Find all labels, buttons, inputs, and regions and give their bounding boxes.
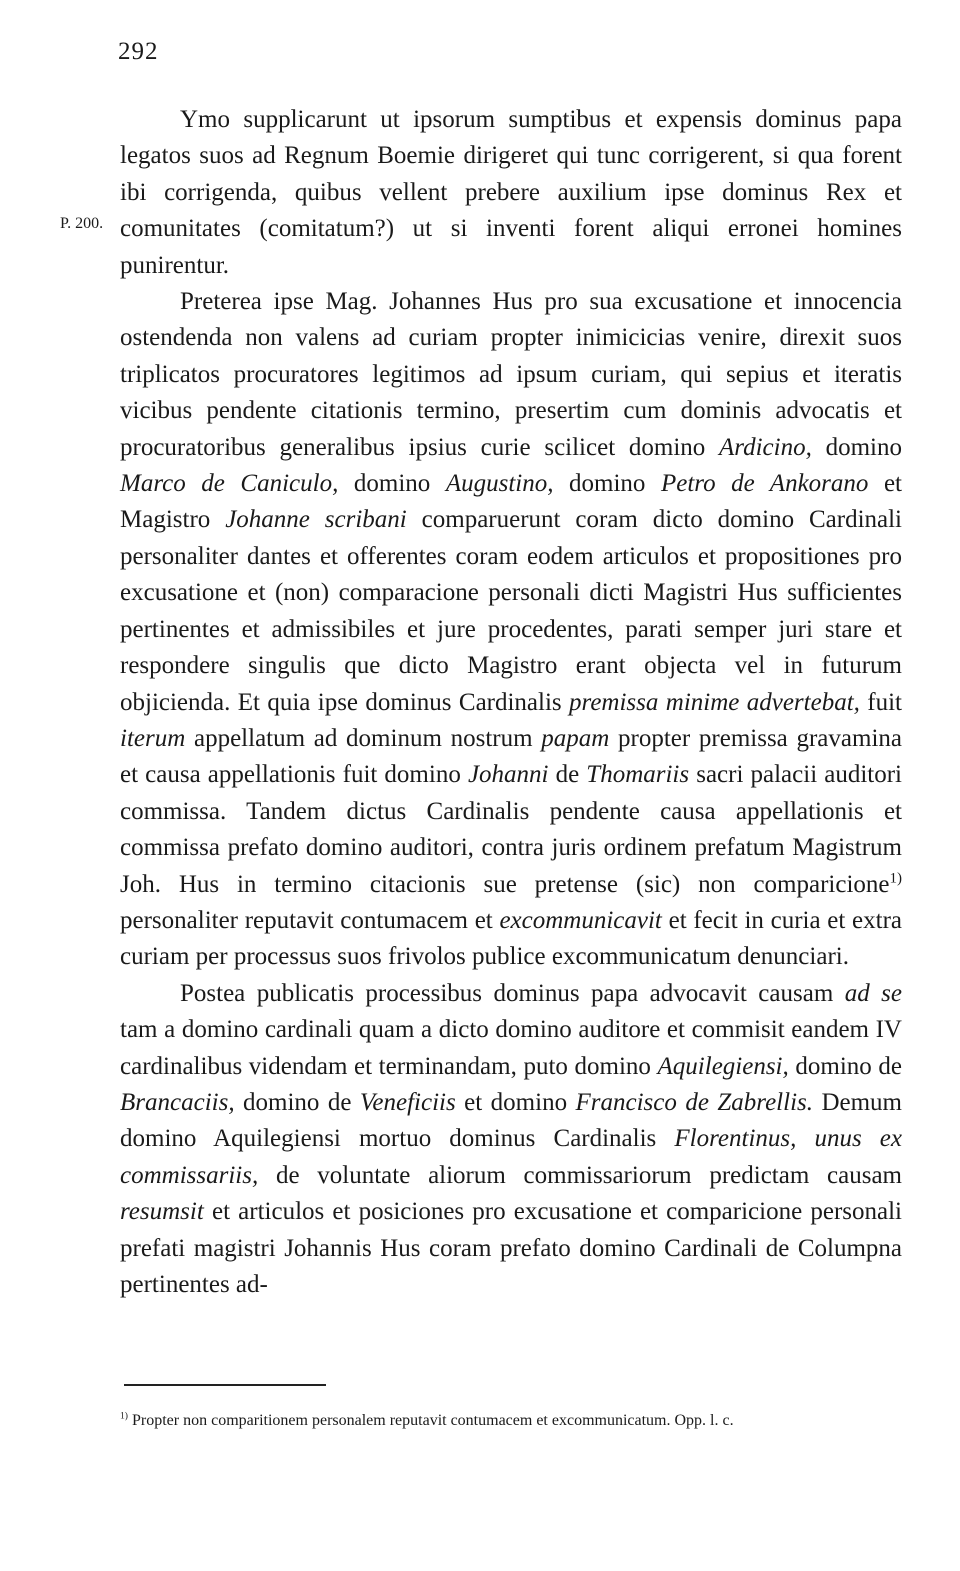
text-run: comparuerunt coram dicto domino Cardinali personaliter dantes et offerentes coram eodem articulos et propositiones pro excusatione et (non) comparacione personali dicti Magistri Hus sufficientes pertinentes et admissibiles et jure procedentes, parati semper juri stare et respondere singulis que dicto Magistro erant objecta vel in futurum objicienda. Et quia ipse dominus Cardinalis xyxy=(120,506,903,716)
person-name: Ardicino, xyxy=(719,433,812,461)
paragraph-1 xyxy=(120,102,902,284)
paragraph-3 xyxy=(120,976,902,1304)
text-run: Ymo supplicarunt ut ipsorum sumptibus et expensis dominus papa legatos suos ad Regnum Boemie dirigeret qui tunc corrigerent, si qua forent ibi corrigenda, quibus vellent prebere auxilium ipse dominus Rex et comunitates (comitatum?) ut si inventi forent aliqui erronei homines punirentur. xyxy=(120,106,902,279)
person-name: Marco de Caniculo, xyxy=(120,470,339,498)
person-name: Augustino, xyxy=(445,470,554,498)
person-name: Veneficiis xyxy=(359,1088,456,1116)
footnote xyxy=(120,1407,902,1434)
text-run: fuit xyxy=(859,688,902,716)
footnote-text: Propter non comparitionem personalem reputavit contumacem et excommunicatum. Opp. l. c. xyxy=(128,1412,734,1429)
main-text xyxy=(120,102,902,1303)
margin-page-reference: P. 200. xyxy=(60,215,104,232)
person-name: Brancaciis, xyxy=(120,1088,235,1116)
text-run: de voluntate aliorum commissariorum predictam causam xyxy=(258,1161,902,1189)
italic-phrase: ad se xyxy=(844,979,902,1007)
footnote-reference[interactable]: 1) xyxy=(889,870,902,887)
text-run: Preterea ipse Mag. Johannes Hus pro sua excusatione et innocencia ostendenda non valens ad curiam propter inimicicias venire, direxit suos triplicatos procuratores legitimos ad ipsum curiam, qui sepius et iteratis vicibus pendente citationis termino, presertim cum dominis advocatis et procuratoribus generalibus ipsius curie scilicet domino xyxy=(120,288,902,461)
person-name: Aquilegiensi, xyxy=(657,1052,789,1080)
text-run: et articulos et posiciones pro excusatione et comparicione personali prefati magistri Johannis Hus coram prefato domino Cardinali de Columpna pertinentes ad- xyxy=(120,1198,902,1298)
text-run: de xyxy=(548,761,587,789)
person-name: Johanni xyxy=(467,761,549,789)
text-run: appellatum ad dominum nostrum xyxy=(185,724,542,752)
text-run: domino xyxy=(338,470,446,498)
page-number: 292 xyxy=(118,38,159,65)
text-run: et fecit in curia et extra curiam per processus suos frivolos publice excommunicatum denunciari. xyxy=(120,906,902,971)
footnote-divider xyxy=(124,1384,326,1386)
text-run: et Magistro xyxy=(120,470,902,534)
footnote-marker: 1) xyxy=(120,1410,128,1422)
person-name: Florentinus, unus ex commissariis, xyxy=(120,1125,903,1189)
italic-phrase: iterum xyxy=(120,724,186,752)
italic-phrase: premissa minime advertebat, xyxy=(569,688,860,716)
text-run: propter premissa gravamina et causa appellationis fuit domino xyxy=(120,724,902,789)
text-run: domino xyxy=(811,433,902,461)
text-run: domino xyxy=(553,470,661,498)
text-run: personaliter reputavit contumacem et xyxy=(120,906,500,934)
italic-phrase: resumsit xyxy=(120,1198,204,1226)
footnote-1 xyxy=(120,1407,902,1434)
italic-phrase: excommunicavit xyxy=(499,906,662,934)
paragraph-2 xyxy=(120,284,902,976)
text-run: tam a domino cardinali quam a dicto domino auditore et commisit eandem IV cardinalibus videndam et terminandam, puto domino xyxy=(120,1016,902,1080)
person-name: Francisco de Zabrellis. xyxy=(575,1088,813,1116)
person-name: Thomariis xyxy=(586,761,690,789)
text-run: domino de xyxy=(234,1088,360,1116)
text-run: et domino xyxy=(455,1088,576,1116)
text-run: Postea publicatis processibus dominus papa advocavit causam xyxy=(180,979,845,1007)
italic-phrase: papam xyxy=(541,724,610,752)
person-name: Johanne scribani xyxy=(225,506,407,534)
person-name: Petro de Ankorano xyxy=(660,470,869,498)
text-run: Demum domino Aquilegiensi mortuo dominus Cardinalis xyxy=(120,1088,902,1153)
text-run: domino de xyxy=(788,1052,902,1080)
text-run: sacri palacii auditori commissa. Tandem dictus Cardinalis pendente causa appellationis et commissa prefato domino auditori, contra juris ordinem prefatum Magistrum Joh. Hus in termino citacionis sue pretense (sic) non comparicione xyxy=(120,761,902,898)
